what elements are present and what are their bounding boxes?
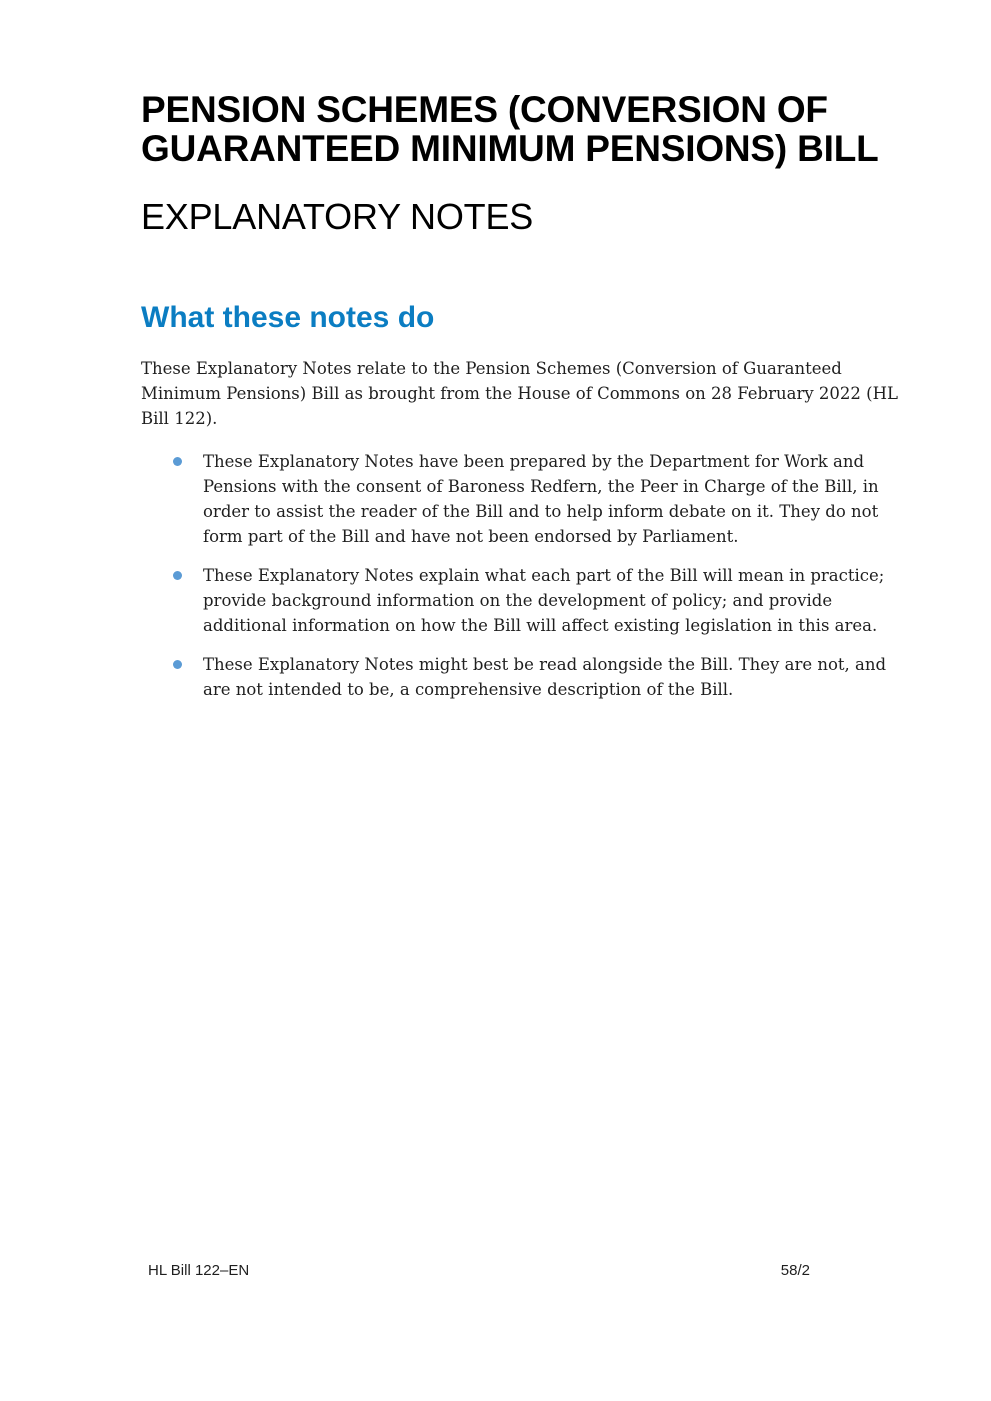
bullet-item xyxy=(141,652,903,702)
bullet-item xyxy=(141,449,903,549)
footer-page-number: 58/2 xyxy=(780,1262,810,1279)
intro-paragraph: These Explanatory Notes relate to the Pension Schemes (Conversion of Guaranteed Minimum Pensions) Bill as brought from the House of Commons on 28 February 2022 (HL Bill 122). xyxy=(141,359,898,428)
bullet-icon xyxy=(173,457,182,466)
notes-bullet-list xyxy=(141,449,903,702)
footer-bill-reference: HL Bill 122–EN xyxy=(148,1262,250,1279)
explanatory-notes-subtitle: EXPLANATORY NOTES xyxy=(141,196,534,237)
bullet-item-text: These Explanatory Notes might best be read alongside the Bill. They are not, and are not intended to be, a comprehensive description of the Bill. xyxy=(203,655,887,699)
bullet-icon xyxy=(173,660,182,669)
bullet-icon xyxy=(173,571,182,580)
bill-title: PENSION SCHEMES (CONVERSION OF GUARANTEED MINIMUM PENSIONS) BILL xyxy=(141,89,879,169)
bullet-item xyxy=(141,563,903,638)
section-heading: What these notes do xyxy=(141,301,435,334)
document-content xyxy=(141,0,903,716)
bullet-item-text: These Explanatory Notes have been prepared by the Department for Work and Pensions with the consent of Baroness Redfern, the Peer in Charge of the Bill, in order to assist the reader of the Bill and to help inform debate on it. They do not form part of the Bill and have not been endorsed by Parliament. xyxy=(203,452,879,546)
bullet-item-text: These Explanatory Notes explain what each part of the Bill will mean in practice; provide background information on the development of policy; and provide additional information on how the Bill will affect existing legislation in this area. xyxy=(203,566,885,635)
